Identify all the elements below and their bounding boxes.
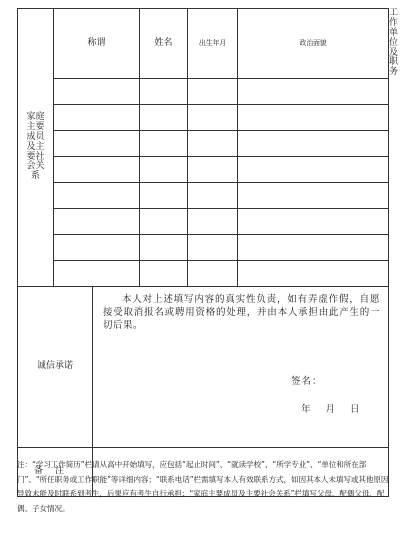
pledge-cell bbox=[93, 287, 389, 448]
family-relation-cell[interactable] bbox=[54, 157, 140, 183]
family-relation-cell[interactable] bbox=[54, 131, 140, 157]
family-member-row bbox=[18, 209, 389, 235]
family-politics-cell[interactable] bbox=[238, 183, 389, 209]
family-birth-cell[interactable] bbox=[188, 183, 238, 209]
family-member-row bbox=[18, 79, 389, 105]
family-politics-cell[interactable] bbox=[238, 105, 389, 131]
family-name-cell[interactable] bbox=[140, 131, 188, 157]
pledge-text: 本人对上述填写内容的真实性负责，如有弄虚作假，自愿接受取消报名或聘用资格的处理，并由本人承担由此产生的一切后果。 bbox=[103, 294, 381, 332]
family-birth-cell[interactable] bbox=[188, 157, 238, 183]
family-name-cell[interactable] bbox=[140, 157, 188, 183]
family-member-row bbox=[18, 105, 389, 131]
family-name-cell[interactable] bbox=[140, 209, 188, 235]
family-relation-cell[interactable] bbox=[54, 79, 140, 105]
family-name-cell[interactable] bbox=[140, 235, 188, 261]
family-politics-cell[interactable] bbox=[238, 209, 389, 235]
family-relation-cell[interactable] bbox=[54, 235, 140, 261]
remarks-label: 备注 bbox=[18, 448, 93, 497]
header-politics: 政治面貌 bbox=[238, 9, 389, 79]
family-member-row bbox=[18, 131, 389, 157]
family-relation-cell[interactable] bbox=[54, 105, 140, 131]
family-birth-cell[interactable] bbox=[188, 105, 238, 131]
footnote: 注：“学习工作简历”栏请从高中开始填写，应包括“起止时间”、“就读学校”、“所学专业”、“单位和所在部门”、“所任职务或工作职能”等详细内容；“联系电话”栏需填写本人有效联系方式，如因其本人未填写或其他原因导致未能及时联系到考生，后果应有考生自行承担；“家庭主要成员及主要社会关系”栏填写父母、配偶父母、配偶、子女情况。 bbox=[17, 460, 389, 513]
family-relation-cell[interactable] bbox=[54, 183, 140, 209]
family-member-row bbox=[18, 157, 389, 183]
family-section-label: 家庭主要成员及主要社会关系 bbox=[18, 9, 54, 287]
family-politics-cell[interactable] bbox=[238, 235, 389, 261]
family-politics-cell[interactable] bbox=[238, 261, 389, 287]
registration-form-page bbox=[17, 8, 399, 477]
family-birth-cell[interactable] bbox=[188, 261, 238, 287]
family-birth-cell[interactable] bbox=[188, 131, 238, 157]
family-birth-cell[interactable] bbox=[188, 79, 238, 105]
header-relation: 称谓 bbox=[54, 9, 140, 79]
family-name-cell[interactable] bbox=[140, 79, 188, 105]
family-name-cell[interactable] bbox=[140, 105, 188, 131]
family-member-row bbox=[18, 183, 389, 209]
family-member-row bbox=[18, 235, 389, 261]
header-birth: 出生年月 bbox=[188, 9, 238, 79]
family-name-cell[interactable] bbox=[140, 183, 188, 209]
family-birth-cell[interactable] bbox=[188, 235, 238, 261]
pledge-label: 诚信承诺 bbox=[18, 287, 93, 448]
signature-label: 签名： bbox=[291, 376, 323, 388]
family-relation-cell[interactable] bbox=[54, 261, 140, 287]
family-member-row bbox=[18, 261, 389, 287]
family-politics-cell[interactable] bbox=[238, 131, 389, 157]
header-name: 姓名 bbox=[140, 9, 188, 79]
family-politics-cell[interactable] bbox=[238, 157, 389, 183]
family-birth-cell[interactable] bbox=[188, 209, 238, 235]
form-table: 家庭主要成员及主要社会关系 称谓 姓名 出生年月 政治面貌 工作单位及职务 诚信承诺 本人对上述填写内容的真实性负责，如有弄虚作假，自愿接受取消报名或聘用资格的处理，并由本人承担由此产生的一切后果。 签名： 年 月 日 备注 bbox=[17, 8, 389, 497]
family-name-cell[interactable] bbox=[140, 261, 188, 287]
date-label: 年 月 日 bbox=[301, 404, 360, 416]
family-politics-cell[interactable] bbox=[238, 79, 389, 105]
family-relation-cell[interactable] bbox=[54, 209, 140, 235]
